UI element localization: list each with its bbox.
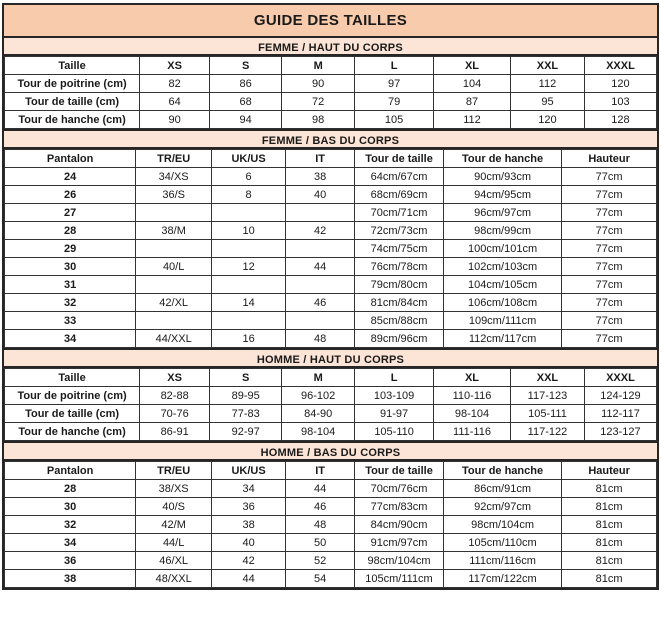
- value-cell: 44: [212, 570, 286, 588]
- value-cell: 97: [355, 75, 434, 93]
- table-row: [5, 570, 657, 588]
- size-guide-table: [2, 3, 659, 590]
- value-cell: [212, 240, 286, 258]
- table-row: [5, 294, 657, 312]
- value-cell: 77cm: [562, 276, 657, 294]
- row-label-cell: 34: [5, 534, 136, 552]
- value-cell: 77cm: [562, 312, 657, 330]
- value-cell: 40/S: [136, 498, 212, 516]
- table-row: [5, 312, 657, 330]
- value-cell: 81cm: [562, 534, 657, 552]
- table-header-row: [5, 369, 657, 387]
- column-header-cell: Hauteur: [562, 462, 657, 480]
- value-cell: 70cm/71cm: [355, 204, 444, 222]
- value-cell: 103: [584, 93, 656, 111]
- column-header-cell: Taille: [5, 57, 140, 75]
- value-cell: 77cm: [562, 330, 657, 348]
- value-cell: 48: [286, 516, 355, 534]
- size-table: [4, 56, 657, 129]
- value-cell: 105-111: [510, 405, 584, 423]
- value-cell: 38: [212, 516, 286, 534]
- column-header-cell: XXXL: [584, 57, 656, 75]
- row-label-cell: 36: [5, 552, 136, 570]
- value-cell: 86-91: [140, 423, 210, 441]
- value-cell: 120: [584, 75, 656, 93]
- row-label-cell: 32: [5, 294, 136, 312]
- value-cell: 77cm/83cm: [355, 498, 444, 516]
- table-row: [5, 498, 657, 516]
- value-cell: 42/XL: [136, 294, 212, 312]
- value-cell: 98: [282, 111, 355, 129]
- value-cell: 46: [286, 498, 355, 516]
- value-cell: 34: [212, 480, 286, 498]
- table-row: [5, 222, 657, 240]
- value-cell: 112: [510, 75, 584, 93]
- column-header-cell: S: [210, 369, 282, 387]
- value-cell: 77cm: [562, 258, 657, 276]
- value-cell: 117-123: [510, 387, 584, 405]
- value-cell: 117-122: [510, 423, 584, 441]
- table-row: [5, 405, 657, 423]
- value-cell: 77cm: [562, 294, 657, 312]
- value-cell: 77cm: [562, 186, 657, 204]
- column-header-cell: XXL: [510, 57, 584, 75]
- table-row: [5, 534, 657, 552]
- row-label-cell: Tour de poitrine (cm): [5, 75, 140, 93]
- size-table: [4, 461, 657, 588]
- value-cell: 90cm/93cm: [443, 168, 561, 186]
- row-label-cell: Tour de taille (cm): [5, 405, 140, 423]
- value-cell: 44/XXL: [136, 330, 212, 348]
- value-cell: 103-109: [355, 387, 434, 405]
- column-header-cell: IT: [286, 150, 355, 168]
- value-cell: 89cm/96cm: [355, 330, 444, 348]
- value-cell: 38/M: [136, 222, 212, 240]
- section-heading: HOMME / BAS DU CORPS: [4, 441, 657, 461]
- value-cell: 98cm/104cm: [443, 516, 561, 534]
- value-cell: 112cm/117cm: [443, 330, 561, 348]
- value-cell: [212, 276, 286, 294]
- column-header-cell: XXXL: [584, 369, 656, 387]
- value-cell: 68cm/69cm: [355, 186, 444, 204]
- value-cell: 100cm/101cm: [443, 240, 561, 258]
- value-cell: 42/M: [136, 516, 212, 534]
- value-cell: 124-129: [584, 387, 656, 405]
- value-cell: 82: [140, 75, 210, 93]
- value-cell: [136, 276, 212, 294]
- value-cell: 10: [212, 222, 286, 240]
- value-cell: 105: [355, 111, 434, 129]
- value-cell: 111-116: [434, 423, 511, 441]
- value-cell: 77-83: [210, 405, 282, 423]
- value-cell: 84cm/90cm: [355, 516, 444, 534]
- column-header-cell: XL: [434, 57, 511, 75]
- value-cell: 81cm: [562, 516, 657, 534]
- row-label-cell: Tour de poitrine (cm): [5, 387, 140, 405]
- table-row: [5, 111, 657, 129]
- value-cell: [286, 204, 355, 222]
- value-cell: 76cm/78cm: [355, 258, 444, 276]
- value-cell: 52: [286, 552, 355, 570]
- value-cell: 54: [286, 570, 355, 588]
- value-cell: 92-97: [210, 423, 282, 441]
- column-header-cell: XL: [434, 369, 511, 387]
- row-label-cell: 30: [5, 498, 136, 516]
- column-header-cell: TR/EU: [136, 462, 212, 480]
- value-cell: 16: [212, 330, 286, 348]
- value-cell: 128: [584, 111, 656, 129]
- column-header-cell: Hauteur: [562, 150, 657, 168]
- column-header-cell: Pantalon: [5, 462, 136, 480]
- row-label-cell: 32: [5, 516, 136, 534]
- value-cell: 64cm/67cm: [355, 168, 444, 186]
- value-cell: 81cm: [562, 498, 657, 516]
- section-heading: FEMME / HAUT DU CORPS: [4, 36, 657, 56]
- column-header-cell: UK/US: [212, 462, 286, 480]
- value-cell: 117cm/122cm: [443, 570, 561, 588]
- value-cell: 91cm/97cm: [355, 534, 444, 552]
- value-cell: 94cm/95cm: [443, 186, 561, 204]
- value-cell: 72cm/73cm: [355, 222, 444, 240]
- value-cell: 34/XS: [136, 168, 212, 186]
- value-cell: 44/L: [136, 534, 212, 552]
- value-cell: 77cm: [562, 168, 657, 186]
- column-header-cell: Tour de taille: [355, 150, 444, 168]
- column-header-cell: Tour de hanche: [443, 462, 561, 480]
- column-header-cell: TR/EU: [136, 150, 212, 168]
- value-cell: [286, 312, 355, 330]
- value-cell: 44: [286, 258, 355, 276]
- value-cell: 90: [282, 75, 355, 93]
- column-header-cell: Tour de hanche: [443, 150, 561, 168]
- column-header-cell: L: [355, 369, 434, 387]
- row-label-cell: 24: [5, 168, 136, 186]
- value-cell: 120: [510, 111, 584, 129]
- value-cell: 77cm: [562, 204, 657, 222]
- value-cell: 40: [212, 534, 286, 552]
- row-label-cell: 30: [5, 258, 136, 276]
- value-cell: 96-102: [282, 387, 355, 405]
- row-label-cell: 34: [5, 330, 136, 348]
- value-cell: 98-104: [282, 423, 355, 441]
- value-cell: 123-127: [584, 423, 656, 441]
- value-cell: [136, 240, 212, 258]
- section-heading: FEMME / BAS DU CORPS: [4, 129, 657, 149]
- table-row: [5, 186, 657, 204]
- value-cell: 86: [210, 75, 282, 93]
- value-cell: 38/XS: [136, 480, 212, 498]
- row-label-cell: 31: [5, 276, 136, 294]
- value-cell: 98cm/99cm: [443, 222, 561, 240]
- value-cell: 81cm: [562, 480, 657, 498]
- row-label-cell: Tour de hanche (cm): [5, 423, 140, 441]
- value-cell: 79cm/80cm: [355, 276, 444, 294]
- value-cell: 77cm: [562, 240, 657, 258]
- value-cell: 91-97: [355, 405, 434, 423]
- value-cell: 40/L: [136, 258, 212, 276]
- value-cell: 48/XXL: [136, 570, 212, 588]
- row-label-cell: 28: [5, 480, 136, 498]
- table-row: [5, 204, 657, 222]
- value-cell: 81cm: [562, 552, 657, 570]
- table-row: [5, 516, 657, 534]
- value-cell: 50: [286, 534, 355, 552]
- table-row: [5, 330, 657, 348]
- value-cell: 112-117: [584, 405, 656, 423]
- value-cell: 6: [212, 168, 286, 186]
- value-cell: 96cm/97cm: [443, 204, 561, 222]
- row-label-cell: Tour de hanche (cm): [5, 111, 140, 129]
- value-cell: 42: [286, 222, 355, 240]
- value-cell: 95: [510, 93, 584, 111]
- row-label-cell: 26: [5, 186, 136, 204]
- value-cell: 40: [286, 186, 355, 204]
- value-cell: 74cm/75cm: [355, 240, 444, 258]
- value-cell: 36: [212, 498, 286, 516]
- column-header-cell: Taille: [5, 369, 140, 387]
- size-table: [4, 149, 657, 348]
- value-cell: 77cm: [562, 222, 657, 240]
- value-cell: 111cm/116cm: [443, 552, 561, 570]
- value-cell: 48: [286, 330, 355, 348]
- value-cell: 36/S: [136, 186, 212, 204]
- table-header-row: [5, 462, 657, 480]
- value-cell: 105-110: [355, 423, 434, 441]
- value-cell: 89-95: [210, 387, 282, 405]
- row-label-cell: 33: [5, 312, 136, 330]
- value-cell: 94: [210, 111, 282, 129]
- value-cell: 104cm/105cm: [443, 276, 561, 294]
- row-label-cell: 29: [5, 240, 136, 258]
- value-cell: 87: [434, 93, 511, 111]
- value-cell: 105cm/111cm: [355, 570, 444, 588]
- table-row: [5, 93, 657, 111]
- table-row: [5, 387, 657, 405]
- table-header-row: [5, 150, 657, 168]
- value-cell: 112: [434, 111, 511, 129]
- value-cell: 106cm/108cm: [443, 294, 561, 312]
- value-cell: 85cm/88cm: [355, 312, 444, 330]
- column-header-cell: Pantalon: [5, 150, 136, 168]
- value-cell: 109cm/111cm: [443, 312, 561, 330]
- column-header-cell: IT: [286, 462, 355, 480]
- value-cell: 104: [434, 75, 511, 93]
- value-cell: 92cm/97cm: [443, 498, 561, 516]
- column-header-cell: Tour de taille: [355, 462, 444, 480]
- value-cell: 38: [286, 168, 355, 186]
- table-row: [5, 423, 657, 441]
- row-label-cell: 27: [5, 204, 136, 222]
- value-cell: [212, 204, 286, 222]
- column-header-cell: UK/US: [212, 150, 286, 168]
- size-guide-sheet: [2, 3, 659, 590]
- value-cell: 81cm: [562, 570, 657, 588]
- value-cell: [212, 312, 286, 330]
- section-heading: HOMME / HAUT DU CORPS: [4, 348, 657, 368]
- value-cell: 110-116: [434, 387, 511, 405]
- column-header-cell: L: [355, 57, 434, 75]
- value-cell: 84-90: [282, 405, 355, 423]
- value-cell: 79: [355, 93, 434, 111]
- value-cell: 102cm/103cm: [443, 258, 561, 276]
- table-row: [5, 258, 657, 276]
- column-header-cell: XXL: [510, 369, 584, 387]
- value-cell: 98cm/104cm: [355, 552, 444, 570]
- column-header-cell: M: [282, 57, 355, 75]
- value-cell: 82-88: [140, 387, 210, 405]
- value-cell: 105cm/110cm: [443, 534, 561, 552]
- row-label-cell: 28: [5, 222, 136, 240]
- value-cell: 64: [140, 93, 210, 111]
- value-cell: 70-76: [140, 405, 210, 423]
- value-cell: 46: [286, 294, 355, 312]
- size-table: [4, 368, 657, 441]
- value-cell: 86cm/91cm: [443, 480, 561, 498]
- table-row: [5, 480, 657, 498]
- column-header-cell: S: [210, 57, 282, 75]
- row-label-cell: 38: [5, 570, 136, 588]
- table-sections: [4, 36, 657, 588]
- table-row: [5, 75, 657, 93]
- column-header-cell: XS: [140, 57, 210, 75]
- value-cell: [286, 240, 355, 258]
- value-cell: 70cm/76cm: [355, 480, 444, 498]
- value-cell: 12: [212, 258, 286, 276]
- table-row: [5, 240, 657, 258]
- table-row: [5, 168, 657, 186]
- row-label-cell: Tour de taille (cm): [5, 93, 140, 111]
- value-cell: 46/XL: [136, 552, 212, 570]
- table-row: [5, 552, 657, 570]
- column-header-cell: XS: [140, 369, 210, 387]
- value-cell: 14: [212, 294, 286, 312]
- value-cell: 68: [210, 93, 282, 111]
- table-header-row: [5, 57, 657, 75]
- page-title: GUIDE DES TAILLES: [4, 5, 657, 36]
- value-cell: [286, 276, 355, 294]
- value-cell: 42: [212, 552, 286, 570]
- value-cell: 90: [140, 111, 210, 129]
- value-cell: [136, 204, 212, 222]
- value-cell: 81cm/84cm: [355, 294, 444, 312]
- column-header-cell: M: [282, 369, 355, 387]
- value-cell: [136, 312, 212, 330]
- value-cell: 44: [286, 480, 355, 498]
- table-row: [5, 276, 657, 294]
- value-cell: 72: [282, 93, 355, 111]
- value-cell: 8: [212, 186, 286, 204]
- value-cell: 98-104: [434, 405, 511, 423]
